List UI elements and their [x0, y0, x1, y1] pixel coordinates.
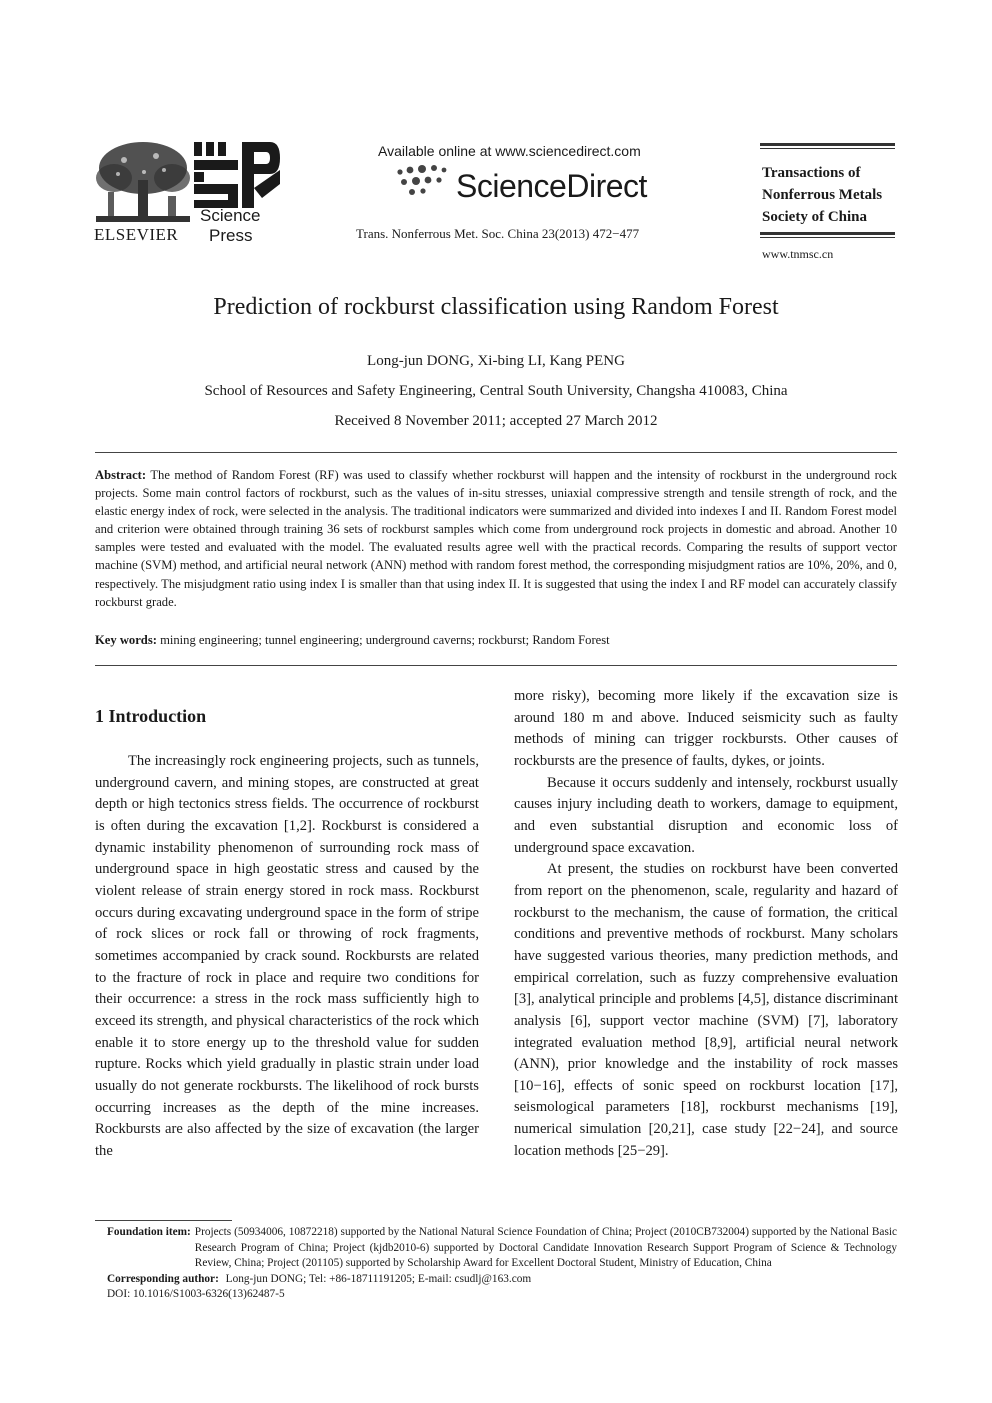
corresponding-label: Corresponding author:	[107, 1272, 219, 1285]
corresponding-author	[107, 1272, 897, 1288]
journal-name	[760, 149, 895, 232]
journal-citation: Trans. Nonferrous Met. Soc. China 23(2013) 472−477	[356, 226, 640, 241]
foundation-item	[107, 1225, 897, 1272]
masthead-bottom-rule	[760, 232, 895, 235]
journal-url-link[interactable]: www.tnmsc.cn	[762, 247, 834, 261]
journal-name-line2: Nonferrous Metals	[762, 187, 883, 203]
journal-masthead	[760, 143, 895, 238]
intro-paragraph-3: At present, the studies on rockburst have been converted from report on the phenomenon, scale, regularity and hazard of rockburst to the mechanism, the cause of formation, the critical conditions and preventive methods of rockburst. Many scholars have suggested various theories, many prediction methods, and empirical correlation, such as fuzzy comprehensive evaluation [3], analytical principle and problems [4,5], distance discriminant analysis [6], support vector machine (SVM) [7], laboratory integrated evaluation method [8,9], artificial neural network (ANN), prior knowledge and the instability of rock masses [10−16], effects of sonic speed on rockburst location [17], seismological parameters [18], rockburst mechanisms [19], numerical simulation [20,21], case study [22−24], and source location methods [25−29].	[514, 861, 898, 1159]
intro-paragraph-1: The increasingly rock engineering projects, such as tunnels, underground cavern, and mining stopes, are constructed at great depth or high tectonics stress fields. The occurrence of rockburst is often during the excavation [1,2]. Rockburst is considered a dynamic instability phenomenon of surrounding rock mass of underground space in high geostatic stress and caused by the violent release of strain energy stored in rock mass. Rockburst occurs during excavating underground space in the form of stripe of rock slices or rock fall or throwing of rock fragments, sometimes accompanied by crack sound. Rockbursts are related to the fracture of rock in place and require two conditions for their occurrence: a stress in the rock mass sufficiently high to exceed its strength, and physical characteristics of the rock which enable it to store energy up to the threshold value for sudden rupture. Rocks which yield gradually in plastic strain under load usually do not generate rockbursts. The likelihood of rock bursts occurring increases as the depth of the mine increases. Rockbursts are also affected by the size of excavation (the larger the	[95, 753, 479, 1159]
science-press-line1: Science	[200, 206, 261, 225]
masthead-top-rule	[760, 143, 895, 146]
foundation-text: Projects (50934006, 10872218) supported by the National Natural Science Foundation of China; Project (2010CB732004) supported by the National Basic Research Program of China; Project (kjdb2010-6) supported by Doctoral Candidate Innovation Research Support Program of Science & Technology Review, China; Project (201105) supported by Scholarship Award for Excellent Doctoral Student, Ministry of Education, China	[194, 1226, 897, 1269]
intro-paragraph-1-continued: more risky), becoming more likely if the excavation size is around 180 m and above. Induced seismicity such as faulty methods of mining can trigger rockbursts. Other causes of rockbursts are the presence of faults, dykes, or joints.	[514, 688, 898, 769]
abstract	[95, 466, 897, 611]
paper-title: Prediction of rockburst classification using Random Forest	[213, 294, 779, 320]
abstract-label: Abstract:	[95, 468, 147, 482]
footnote-rule	[95, 1220, 232, 1221]
abstract-text: The method of Random Forest (RF) was used to classify whether rockburst will happen and the intensity of rockburst in the underground rock projects. Some main control factors of rockburst, such as the values of in-situ stresses, uniaxial compressive strength and tensile strength of rock, and the elastic energy index of rock, were selected in the analysis. The traditional indicators were summarized and divided into indexes I and II. Random Forest model and criterion were obtained through training 36 sets of rockburst samples which come from underground rock projects in domestic and abroad. Another 10 samples were tested and evaluated with the model. The evaluated results agree well with the practical records. Comparing the results of support vector machine (SVM) method, and artificial neural network (ANN) method with random forest method, the corresponding misjudgment ratios are 10%, 20%, and 0, respectively. The misjudgment ratio using index I is smaller than that using index II. It is suggested that using the index I and RF model can accurately classify rockburst grade.	[95, 468, 897, 609]
journal-name-line1: Transactions of	[762, 165, 861, 181]
abstract-top-rule	[95, 452, 897, 453]
footnote	[107, 1225, 897, 1303]
sciencedirect-wordmark: ScienceDirect	[456, 168, 647, 204]
elsevier-wordmark: ELSEVIER	[94, 225, 179, 244]
doi[interactable]: DOI: 10.1016/S1003-6326(13)62487-5	[107, 1288, 285, 1300]
affiliation: School of Resources and Safety Engineering, Central South University, Changsha 410083, China	[204, 383, 788, 399]
received-dates: Received 8 November 2011; accepted 27 March 2012	[334, 413, 658, 429]
section-heading-introduction: 1 Introduction	[95, 706, 207, 726]
science-press-wordmark	[200, 206, 260, 246]
keywords-label: Key words:	[95, 633, 157, 647]
author-list: Long-jun DONG, Xi-bing LI, Kang PENG	[367, 353, 625, 369]
right-column	[514, 686, 898, 1162]
foundation-label: Foundation item:	[107, 1226, 191, 1238]
sciencedirect-dots-icon	[392, 162, 452, 202]
corresponding-text: Long-jun DONG; Tel: +86-18711191205; E-mail: csudlj@163.com	[225, 1272, 532, 1285]
keywords-text: mining engineering; tunnel engineering; underground caverns; rockburst; Random Forest	[160, 633, 610, 647]
intro-paragraph-2: Because it occurs suddenly and intensely, rockburst usually causes injury including death to workers, damage to equipment, and even substantial disruption and economic loss of underground space excavation.	[514, 774, 898, 856]
science-press-line2: Press	[209, 226, 253, 245]
keywords	[95, 631, 897, 649]
left-column	[95, 751, 479, 1162]
abstract-bottom-rule	[95, 665, 897, 666]
journal-name-line3: Society of China	[762, 209, 867, 225]
available-online-link[interactable]: Available online at www.sciencedirect.com	[378, 143, 641, 159]
masthead-bottom-rule-thin	[760, 237, 895, 238]
science-press-logo	[192, 140, 282, 210]
